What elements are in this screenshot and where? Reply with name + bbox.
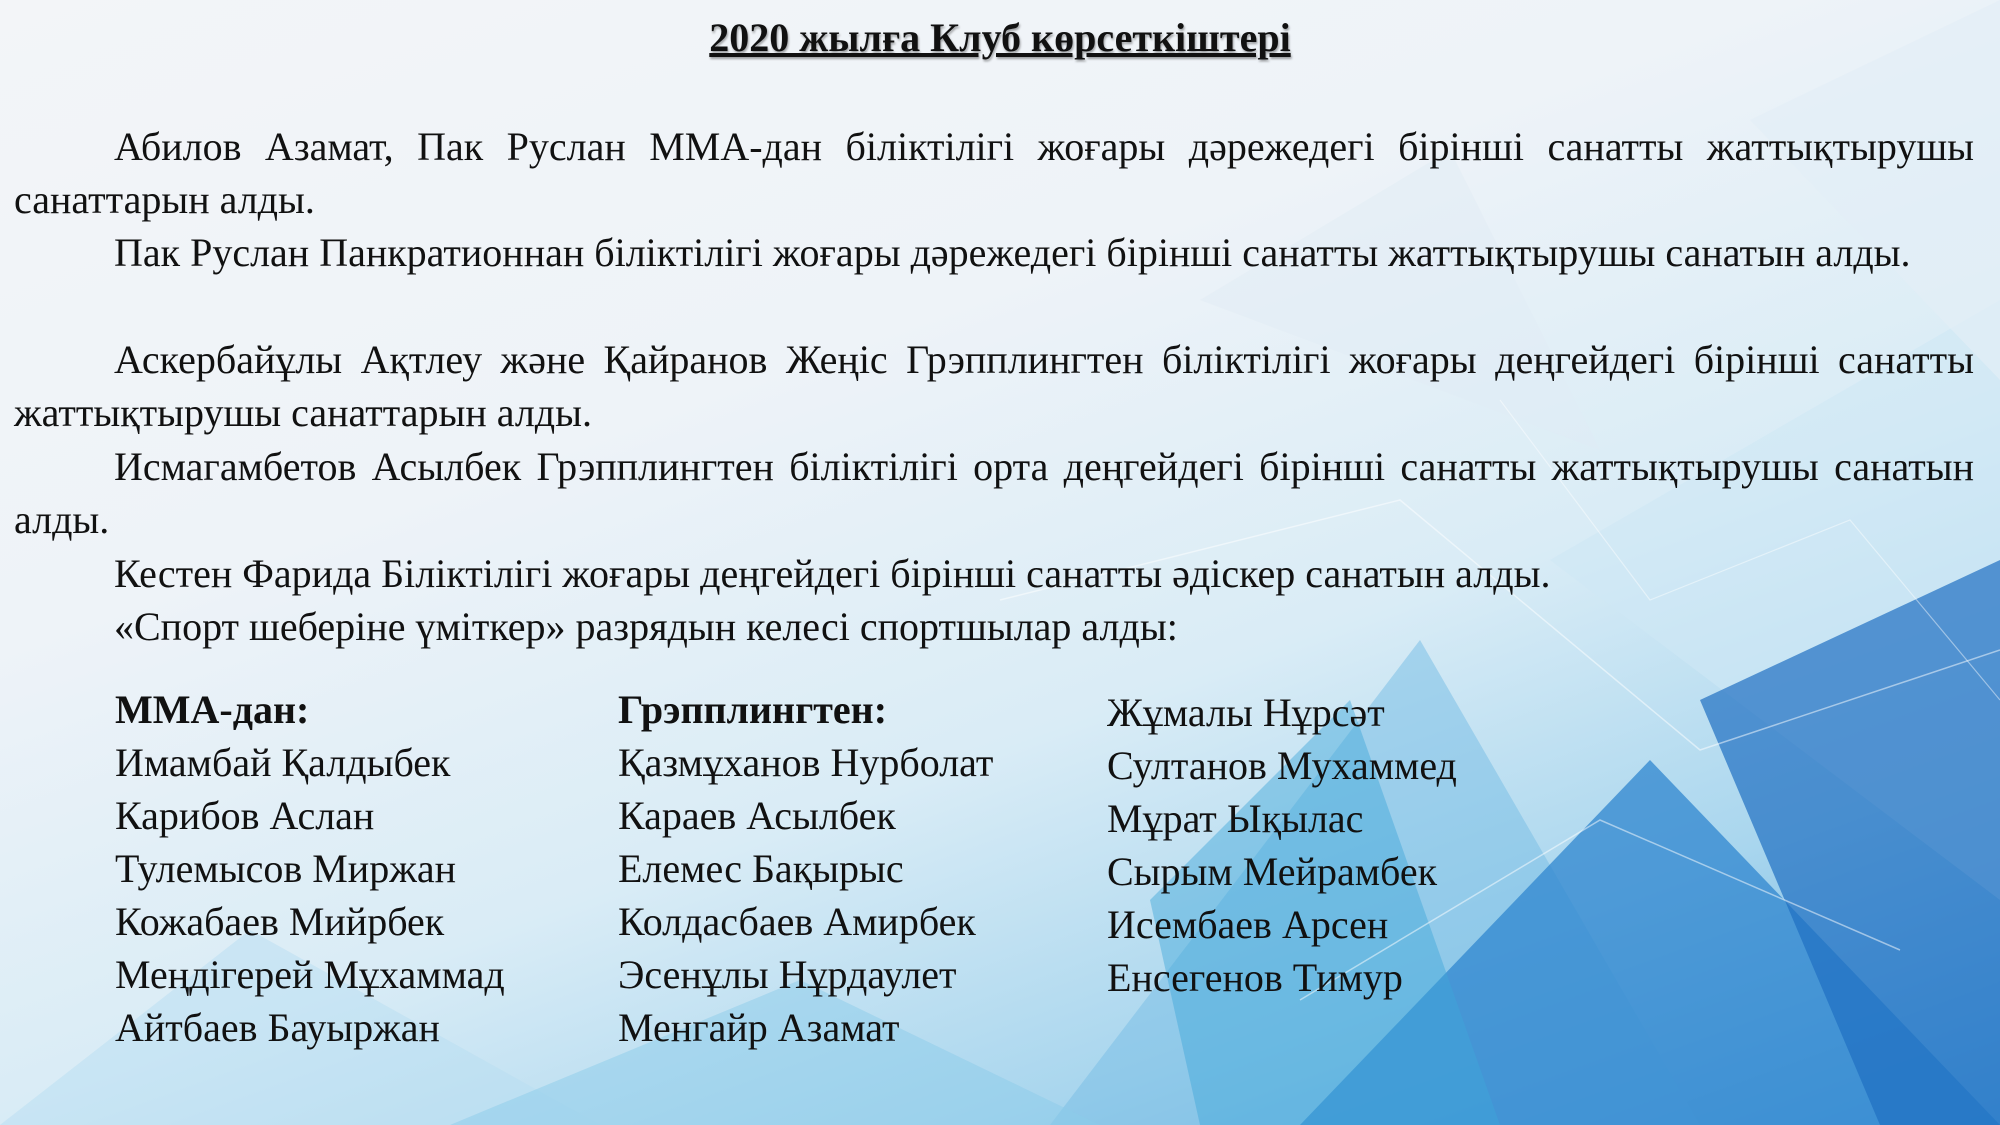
athlete-name: Тулемысов Миржан [115,846,456,891]
athlete-name: Кожабаев Мийрбек [115,899,445,944]
athlete-name: Елемес Бақырыс [618,846,904,891]
paragraph-6: «Спорт шеберіне үміткер» разрядын келесі спортшылар алды: [114,604,1178,649]
column-heading: ММА-дан: [115,687,310,732]
athlete-name: Менгайр Азамат [618,1005,900,1050]
athlete-name: Исембаев Арсен [1107,902,1389,947]
grappling-column [618,683,993,1054]
athlete-name: Карибов Аслан [115,793,375,838]
athlete-name: Жұмалы Нұрсәт [1107,690,1385,735]
athlete-name: Меңдігерей Мұхаммад [115,952,505,997]
athlete-name: Мұрат Ықылас [1107,796,1364,841]
mma-column [115,683,505,1054]
athlete-name: Қазмұханов Нурболат [618,740,994,785]
paragraph-2: Пак Руслан Панкратионнан біліктілігі жоғары дәрежедегі бірінші санатты жаттықтырушы санатын алды. [114,230,1911,275]
athlete-name: Колдасбаев Амирбек [618,899,976,944]
third-column [1107,686,1457,1004]
paragraph-1: Абилов Азамат, Пак Руслан ММА-дан біліктілігі жоғары дәрежедегі бірінші санатты жаттықтырушы санаттарын алды. [14,124,1974,222]
column-heading: Грэпплингтен: [618,687,888,732]
paragraph-5: Кестен Фарида Біліктілігі жоғары деңгейдегі бірінші санатты әдіскер санатын алды. [114,551,1551,596]
paragraph-4: Исмагамбетов Асылбек Грэпплингтен біліктілігі орта деңгейдегі бірінші санатты жаттықтырушы санатын алды. [14,444,1974,542]
athlete-name: Имамбай Қалдыбек [115,740,451,785]
athlete-name: Эсенұлы Нұрдаулет [618,952,957,997]
athlete-name: Айтбаев Бауыржан [115,1005,440,1050]
athlete-name: Сырым Мейрамбек [1107,849,1438,894]
athlete-name: Енсегенов Тимур [1107,955,1403,1000]
slide-title: 2020 жылға Клуб көрсеткіштері [709,15,1291,60]
athlete-name: Султанов Мухаммед [1107,743,1457,788]
athlete-name: Караев Асылбек [618,793,896,838]
paragraph-3: Аскербайұлы Ақтлеу және Қайранов Жеңіс Грэпплингтен біліктілігі жоғары деңгейдегі бірінші санатты жаттықтырушы санаттарын алды. [14,337,1974,435]
